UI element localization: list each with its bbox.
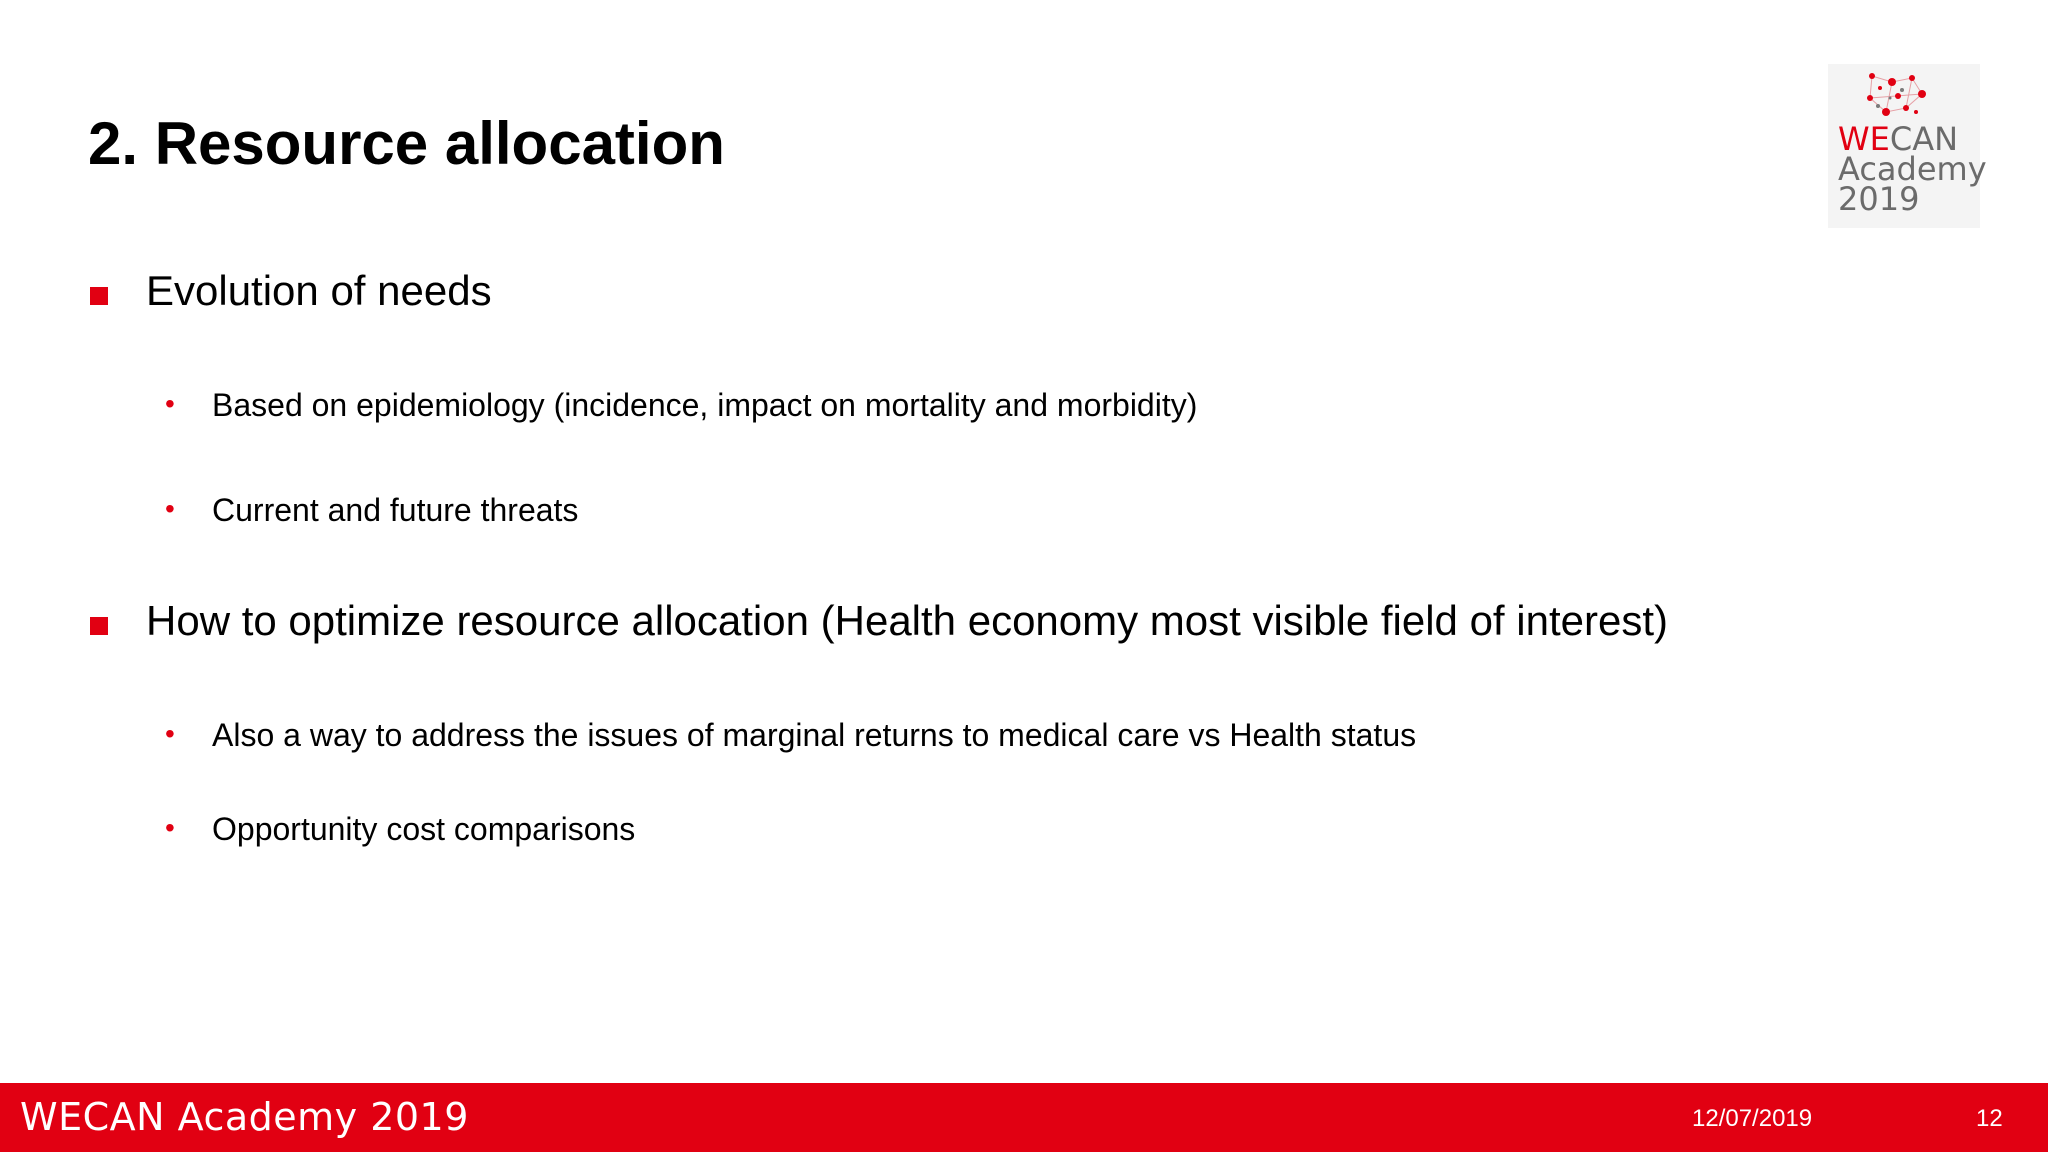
square-bullet-icon [90, 617, 108, 635]
footer-brand: WECAN Academy 2019 [20, 1095, 469, 1139]
logo-we: WE [1838, 120, 1890, 158]
wecan-logo [1828, 64, 1987, 228]
sub-bullet-text: Also a way to address the issues of marginal returns to medical care vs Health status [212, 717, 1417, 753]
dot-bullet-icon: • [165, 718, 175, 749]
network-dots-icon [1862, 68, 1932, 124]
logo-year: 2019 [1838, 180, 1920, 218]
logo-academy: Academy [1838, 150, 1987, 188]
bullet-text: Evolution of needs [146, 267, 492, 314]
square-bullet-icon [90, 287, 108, 305]
footer-bar [0, 1083, 2048, 1152]
sub-bullet-text: Opportunity cost comparisons [212, 811, 636, 847]
sub-bullet-text: Based on epidemiology (incidence, impact on mortality and morbidity) [212, 387, 1198, 423]
dot-bullet-icon: • [165, 388, 175, 419]
slide-title: 2. Resource allocation [88, 110, 725, 177]
bullet-text: How to optimize resource allocation (Health economy most visible field of interest) [146, 597, 1668, 644]
dot-bullet-icon: • [165, 812, 175, 843]
sub-bullet-text: Current and future threats [212, 492, 579, 528]
footer-date: 12/07/2019 [1692, 1105, 1813, 1132]
page-number: 12 [1976, 1105, 2003, 1132]
dot-bullet-icon: • [165, 493, 175, 524]
logo-text [1838, 120, 1987, 218]
logo-can: CAN [1889, 120, 1959, 158]
